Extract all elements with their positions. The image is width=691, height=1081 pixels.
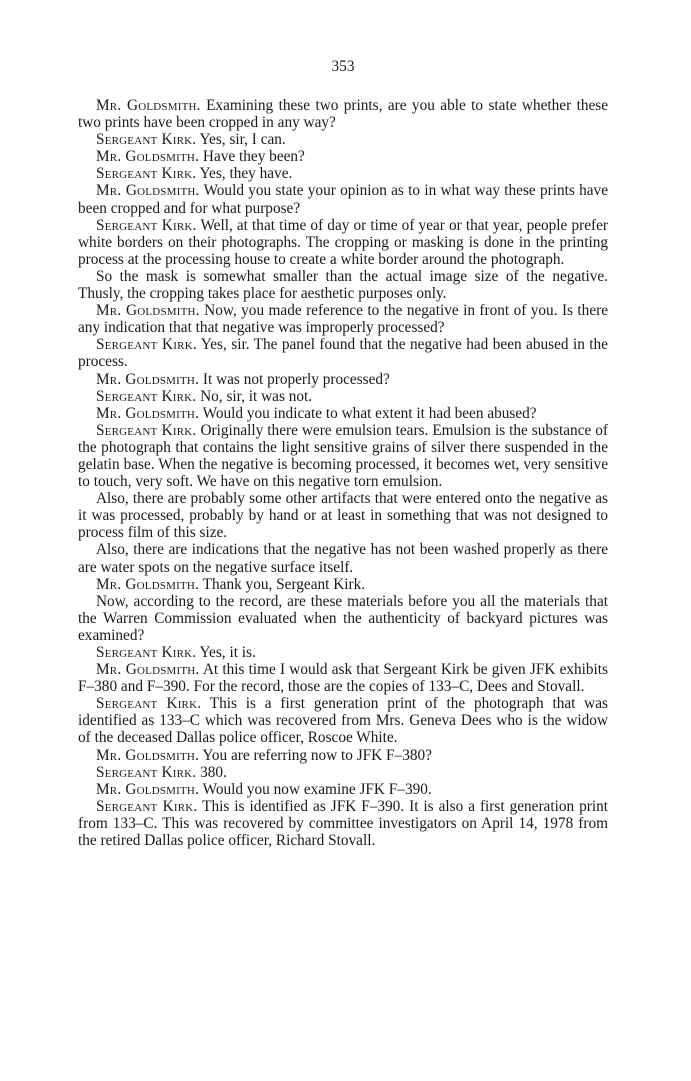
transcript-paragraph <box>78 148 608 165</box>
speaker-name: Sergeant Kirk. <box>96 131 197 149</box>
transcript-paragraph <box>78 576 608 593</box>
paragraph-text: Thank you, Sergeant Kirk. <box>202 575 366 593</box>
transcript-paragraph <box>78 405 608 422</box>
transcript-paragraph <box>78 695 608 746</box>
speaker-name: Sergeant Kirk. <box>96 421 197 439</box>
paragraph-text: Yes, sir. The panel found that the negative had been abused in the process. <box>78 336 608 371</box>
paragraph-text: This is identified as JFK F–390. It is also a first generation print from 133–C. This was recovered by committee investigators on April 14, 1978 from the retired Dallas police officer, Richard Stovall. <box>78 797 608 850</box>
transcript-paragraph <box>78 661 608 695</box>
paragraph-text: No, sir, it was not. <box>200 387 313 405</box>
speaker-name: Sergeant Kirk. <box>96 695 202 713</box>
transcript-paragraph <box>78 388 608 405</box>
transcript-paragraph <box>78 541 608 575</box>
speaker-name: Mr. Goldsmith. <box>96 661 200 679</box>
paragraph-text: Would you now examine JFK F–390. <box>202 780 432 798</box>
transcript-paragraph <box>78 422 608 490</box>
transcript-paragraph <box>78 781 608 798</box>
transcript-paragraph <box>78 336 608 370</box>
page-number: 353 <box>331 58 355 75</box>
transcript-paragraph <box>78 131 608 148</box>
paragraph-text: Also, there are indications that the negative has not been washed properly as there are water spots on the negative surface itself. <box>78 541 608 576</box>
paragraph-text: Would you indicate to what extent it had been abused? <box>202 404 537 422</box>
speaker-name: Sergeant Kirk. <box>96 644 197 661</box>
speaker-name: Sergeant Kirk. <box>96 165 197 183</box>
transcript-paragraph <box>78 268 608 302</box>
speaker-name: Mr. Goldsmith. <box>96 746 200 764</box>
paragraph-text: Now, you made reference to the negative in front of you. Is there any indication that that negative was improperly processed? <box>78 302 609 337</box>
document-page <box>78 58 608 849</box>
speaker-name: Sergeant Kirk. <box>96 216 197 234</box>
paragraph-text: Well, at that time of day or time of year or that year, people prefer white borders on their photographs. The cropping or masking is done in the printing process at the processing house to create a white border around the photograph. <box>78 216 608 268</box>
paragraph-text: Yes, sir, I can. <box>199 131 286 149</box>
speaker-name: Sergeant Kirk. <box>96 763 197 781</box>
paragraph-text: 380. <box>200 763 227 781</box>
transcript-paragraph <box>78 593 608 644</box>
transcript-paragraph <box>78 165 608 182</box>
transcript-paragraph <box>78 371 608 388</box>
paragraph-text: Originally there were emulsion tears. Emulsion is the substance of the photograph that contains the light sensitive grains of silver there suspended in the gelatin base. When the negative is becoming processed, it becomes wet, very sensitive to touch, very soft. We have on this negative torn emulsion. <box>78 421 608 491</box>
paragraph-text: You are referring now to JFK F–380? <box>202 746 432 764</box>
speaker-name: Mr. Goldsmith. <box>96 404 200 422</box>
speaker-name: Mr. Goldsmith. <box>96 575 200 593</box>
transcript-paragraph <box>78 97 608 131</box>
transcript-paragraph <box>78 764 608 781</box>
speaker-name: Sergeant Kirk. <box>96 797 198 815</box>
speaker-name: Mr. Goldsmith. <box>96 370 200 388</box>
transcript-paragraph <box>78 302 608 336</box>
transcript-paragraph <box>78 182 608 216</box>
transcript-paragraph <box>78 217 608 268</box>
paragraph-text: At this time I would ask that Sergeant Kirk be given JFK exhibits F–380 and F–390. For the record, those are the copies of 133–C, Dees and Stovall. <box>78 661 609 696</box>
transcript-paragraph <box>78 644 608 661</box>
transcript-paragraph <box>78 798 608 849</box>
transcript-body <box>78 97 608 849</box>
paragraph-text: This is a first generation print of the photograph that was identified as 133–C which was recovered from Mrs. Geneva Dees who is the widow of the deceased Dallas police officer, Roscoe White. <box>78 695 608 747</box>
speaker-name: Sergeant Kirk. <box>96 336 197 354</box>
paragraph-text: Now, according to the record, are these materials before you all the materials that the Warren Commission evaluated when the authenticity of backyard pictures was examined? <box>78 592 608 644</box>
speaker-name: Mr. Goldsmith. <box>96 148 200 166</box>
paragraph-text: Yes, they have. <box>199 165 293 183</box>
paragraph-text: Also, there are probably some other artifacts that were entered onto the negative as it was processed, probably by hand or at least in something that was not designed to process film of this size. <box>78 490 608 542</box>
paragraph-text: Examining these two prints, are you able to state whether these two prints have been cropped in any way? <box>78 97 608 132</box>
speaker-name: Mr. Goldsmith. <box>96 302 200 320</box>
speaker-name: Sergeant Kirk. <box>96 387 197 405</box>
paragraph-text: Would you state your opinion as to in what way these prints have been cropped and for what purpose? <box>78 182 608 217</box>
speaker-name: Mr. Goldsmith. <box>96 182 200 200</box>
paragraph-text: It was not properly processed? <box>202 370 390 388</box>
paragraph-text: Have they been? <box>202 148 305 166</box>
speaker-name: Mr. Goldsmith. <box>96 97 201 114</box>
transcript-paragraph <box>78 490 608 541</box>
transcript-paragraph <box>78 747 608 764</box>
speaker-name: Mr. Goldsmith. <box>96 780 200 798</box>
paragraph-text: Yes, it is. <box>199 644 256 661</box>
paragraph-text: So the mask is somewhat smaller than the actual image size of the negative. Thusly, the cropping takes place for aesthetic purposes only. <box>78 267 608 303</box>
